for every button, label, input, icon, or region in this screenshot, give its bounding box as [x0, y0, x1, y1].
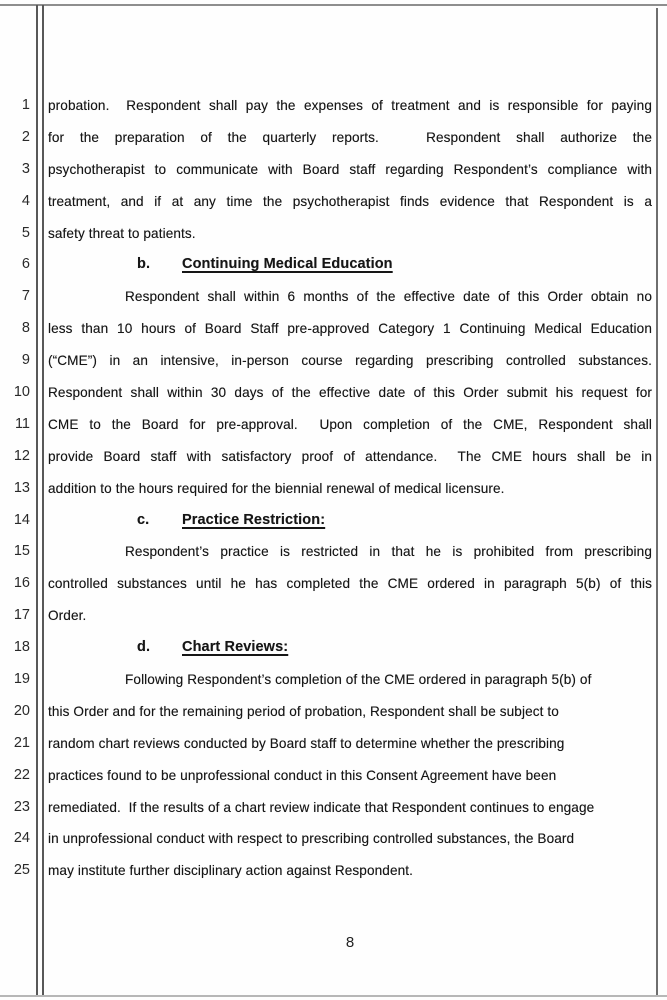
- document-line: [0, 696, 667, 728]
- document-line: [0, 792, 667, 824]
- line-number: 7: [21, 288, 30, 305]
- document-line: [0, 313, 667, 345]
- line-text: (“CME”) in an intensive, in-person course regarding prescribing controlled substances.: [48, 353, 652, 369]
- document-line: [0, 154, 667, 186]
- heading-title: Practice Restriction:: [182, 511, 326, 528]
- heading-title: Continuing Medical Education: [182, 256, 393, 273]
- document-line: [0, 409, 667, 441]
- line-text: Respondent’s practice is restricted in that he is prohibited from prescribing: [125, 544, 652, 560]
- line-number: 14: [13, 511, 30, 528]
- line-text: treatment, and if at any time the psychotherapist finds evidence that Respondent is a: [48, 193, 652, 209]
- line-number: 20: [13, 702, 30, 719]
- line-number: 5: [21, 224, 30, 241]
- line-number: 2: [21, 128, 30, 145]
- line-text: Respondent shall within 30 days of the effective date of this Order submit his request for: [48, 385, 652, 401]
- document-line: [0, 664, 667, 696]
- line-number: 10: [13, 384, 30, 401]
- line-number: 1: [21, 97, 30, 113]
- line-text: less than 10 hours of Board Staff pre-approved Category 1 Continuing Medical Education: [48, 321, 652, 337]
- line-number: 4: [21, 192, 30, 209]
- document-line: [0, 855, 667, 887]
- line-text: Respondent shall within 6 months of the effective date of this Order obtain no: [125, 289, 652, 305]
- document-line: [0, 345, 667, 377]
- line-text: in unprofessional conduct with respect to prescribing controlled substances, the Board: [48, 831, 575, 847]
- document-line: [0, 536, 667, 568]
- page-number: 8: [345, 934, 355, 951]
- document-line: [0, 728, 667, 760]
- line-number: 15: [13, 543, 30, 560]
- line-text: controlled substances until he has completed the CME ordered in paragraph 5(b) of this: [48, 576, 652, 592]
- heading-title: Chart Reviews:: [182, 639, 289, 656]
- line-number: 3: [21, 160, 30, 177]
- line-number: 16: [13, 575, 30, 592]
- line-number: 18: [13, 639, 30, 656]
- line-text: [48, 632, 652, 664]
- document-line: [0, 600, 667, 632]
- line-text: Order.: [48, 608, 87, 624]
- line-text: for the preparation of the quarterly reports. Respondent shall authorize the: [48, 129, 652, 145]
- line-text: Following Respondent’s completion of the CME ordered in paragraph 5(b) of: [125, 672, 592, 688]
- document-line: [0, 186, 667, 218]
- line-text: this Order and for the remaining period of probation, Respondent shall be subject to: [48, 703, 559, 719]
- heading-label: b.: [137, 256, 151, 273]
- line-text: probation. Respondent shall pay the expenses of treatment and is responsible for paying: [48, 98, 652, 113]
- document-line: [0, 377, 667, 409]
- line-text: random chart reviews conducted by Board staff to determine whether the prescribing: [48, 735, 565, 751]
- line-text: may institute further disciplinary action against Respondent.: [48, 863, 414, 879]
- line-number: 9: [21, 352, 30, 369]
- heading-label: c.: [137, 511, 150, 528]
- document-line: [0, 505, 667, 537]
- line-number: 23: [13, 798, 30, 815]
- document-line: [0, 823, 667, 855]
- line-text: psychotherapist to communicate with Board staff regarding Respondent’s compliance with: [48, 161, 652, 177]
- line-text: safety threat to patients.: [48, 225, 196, 241]
- heading-label: d.: [137, 639, 151, 656]
- line-number: 19: [13, 671, 30, 688]
- line-text: provide Board staff with satisfactory proof of attendance. The CME hours shall be in: [48, 448, 652, 464]
- line-text: practices found to be unprofessional conduct in this Consent Agreement have been: [48, 767, 557, 783]
- line-number: 11: [14, 415, 30, 432]
- line-text: remediated. If the results of a chart review indicate that Respondent continues to engage: [48, 799, 595, 815]
- document-line: [0, 249, 667, 281]
- line-text: [48, 249, 652, 281]
- line-number: 13: [13, 479, 30, 496]
- document-line: [0, 760, 667, 792]
- line-text: addition to the hours required for the biennial renewal of medical licensure.: [48, 480, 505, 496]
- document-line: [0, 281, 667, 313]
- line-number: 21: [13, 734, 30, 751]
- document-line: [0, 218, 667, 250]
- line-text: [48, 505, 652, 537]
- document-line: [0, 441, 667, 473]
- document-lines: [0, 90, 667, 887]
- line-number: 17: [13, 607, 30, 624]
- document-line: [0, 122, 667, 154]
- line-number: 24: [13, 830, 30, 847]
- document-line: [0, 568, 667, 600]
- document-line: [0, 473, 667, 505]
- line-number: 25: [13, 862, 30, 879]
- line-number: 8: [21, 320, 30, 337]
- line-number: 22: [13, 766, 30, 783]
- bottom-rule-line: [0, 995, 667, 997]
- top-rule-line: [0, 4, 667, 6]
- line-text: CME to the Board for pre-approval. Upon completion of the CME, Respondent shall: [48, 416, 652, 432]
- line-number: 6: [21, 256, 30, 273]
- line-number: 12: [13, 447, 30, 464]
- document-line: [0, 90, 667, 122]
- document-line: [0, 632, 667, 664]
